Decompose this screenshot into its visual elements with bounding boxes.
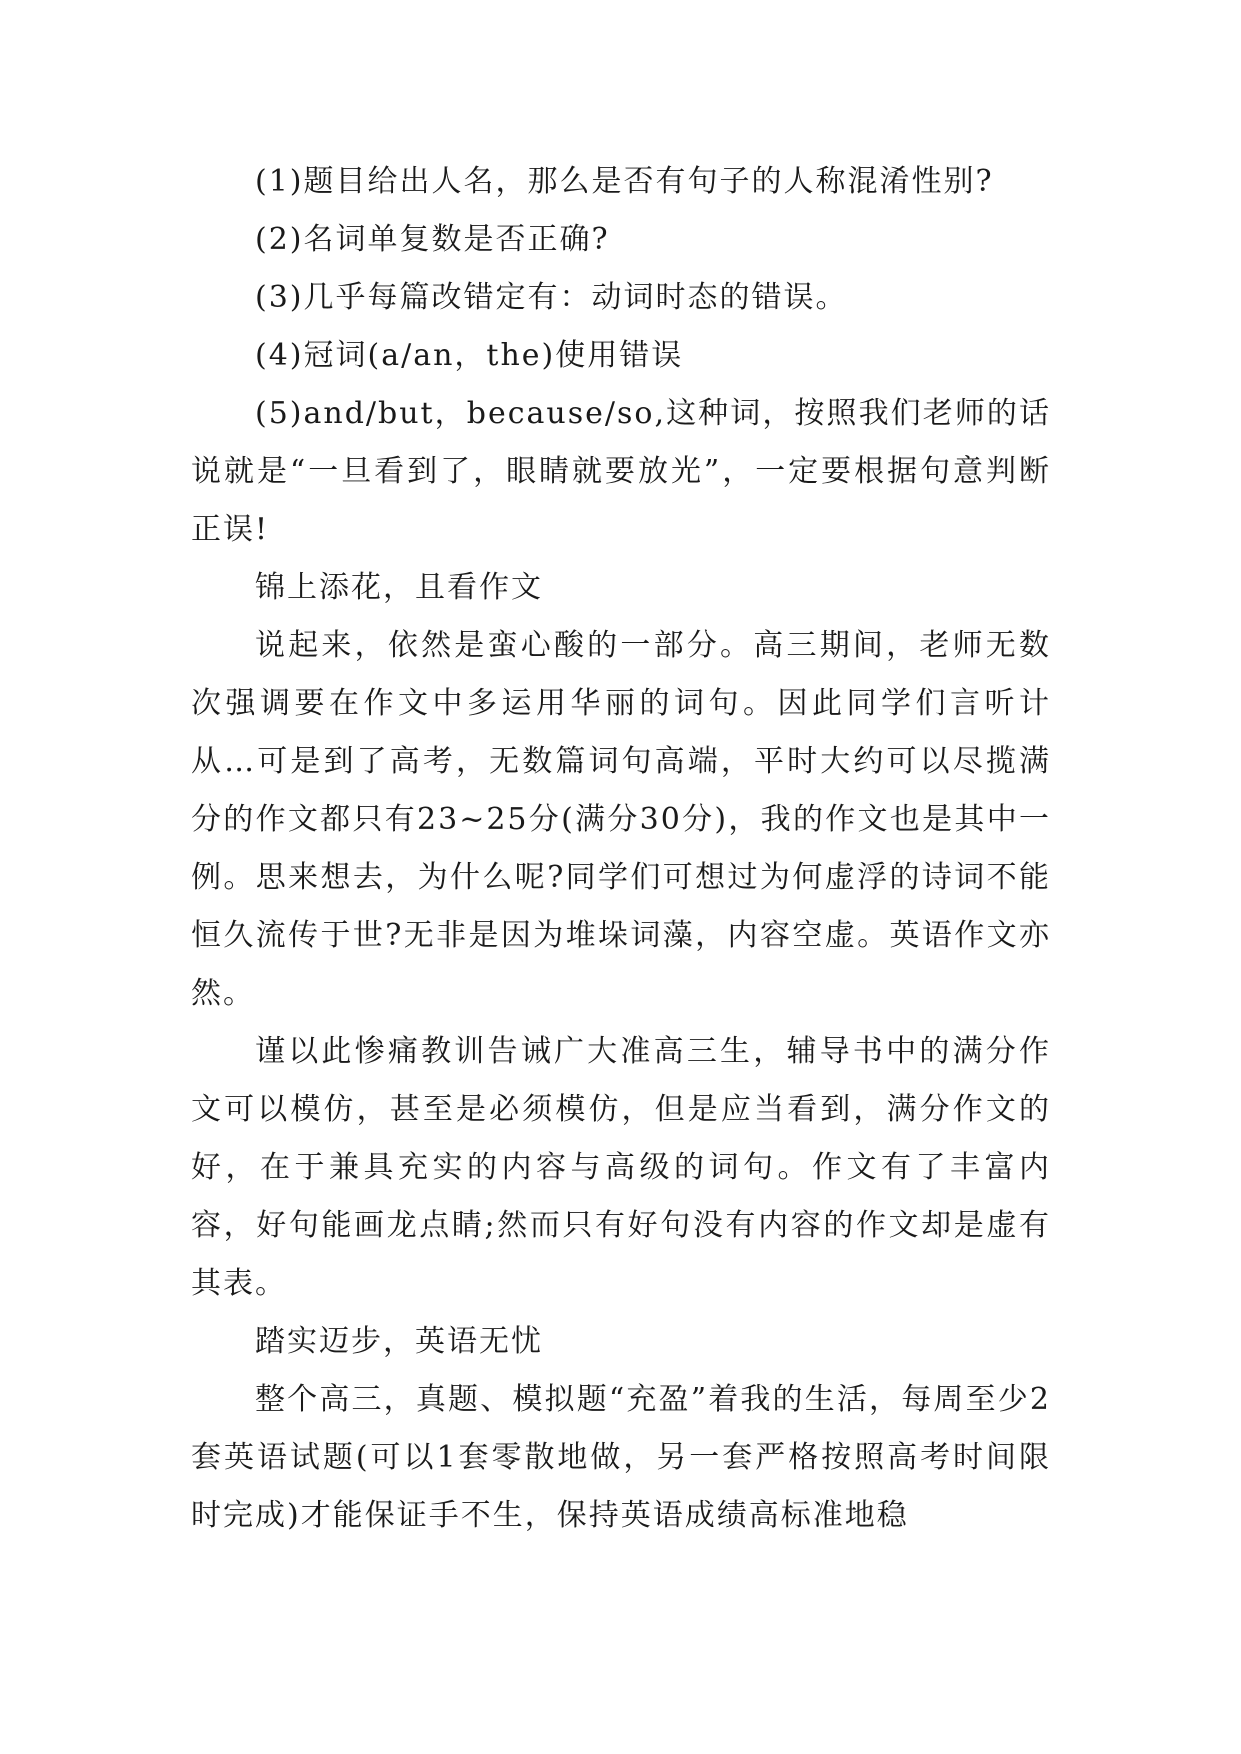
document-body: [191, 153, 1051, 1545]
paragraph-item-2: (2)名词单复数是否正确?: [255, 222, 610, 257]
paragraph-item-4: (4)冠词(a/an，the)使用错误: [255, 338, 684, 373]
paragraph-composition-story: 说起来，依然是蛮心酸的一部分。高三期间，老师无数次强调要在作文中多运用华丽的词句。因此同学们言听计从…可是到了高考，无数篇词句高端，平时大约可以尽揽满分的作文都只有23~25分(满分30分)，我的作文也是其中一例。思来想去，为什么呢?同学们可想过为何虚浮的诗词不能恒久流传于世?无非是因为堆垛词藻，内容空虚。英语作文亦然。: [191, 628, 1051, 1011]
paragraph-item-3: (3)几乎每篇改错定有：动词时态的错误。: [255, 280, 848, 315]
paragraph-item-5: (5)and/but，because/so,这种词，按照我们老师的话说就是“一旦看到了，眼睛就要放光”，一定要根据句意判断正误!: [191, 396, 1051, 547]
paragraph-practice: 整个高三，真题、模拟题“充盈”着我的生活，每周至少2套英语试题(可以1套零散地做，另一套严格按照高考时间限时完成)才能保证手不生，保持英语成绩高标准地稳: [191, 1382, 1051, 1533]
paragraph-item-1: (1)题目给出人名，那么是否有句子的人称混淆性别?: [255, 164, 994, 199]
section-heading-composition: 锦上添花，且看作文: [255, 570, 543, 605]
paragraph-composition-advice: 谨以此惨痛教训告诫广大准高三生，辅导书中的满分作文可以模仿，甚至是必须模仿，但是应当看到，满分作文的好，在于兼具充实的内容与高级的词句。作文有了丰富内容，好句能画龙点睛;然而只有好句没有内容的作文却是虚有其表。: [191, 1034, 1051, 1301]
section-heading-steady-steps: 踏实迈步，英语无忧: [255, 1324, 543, 1359]
